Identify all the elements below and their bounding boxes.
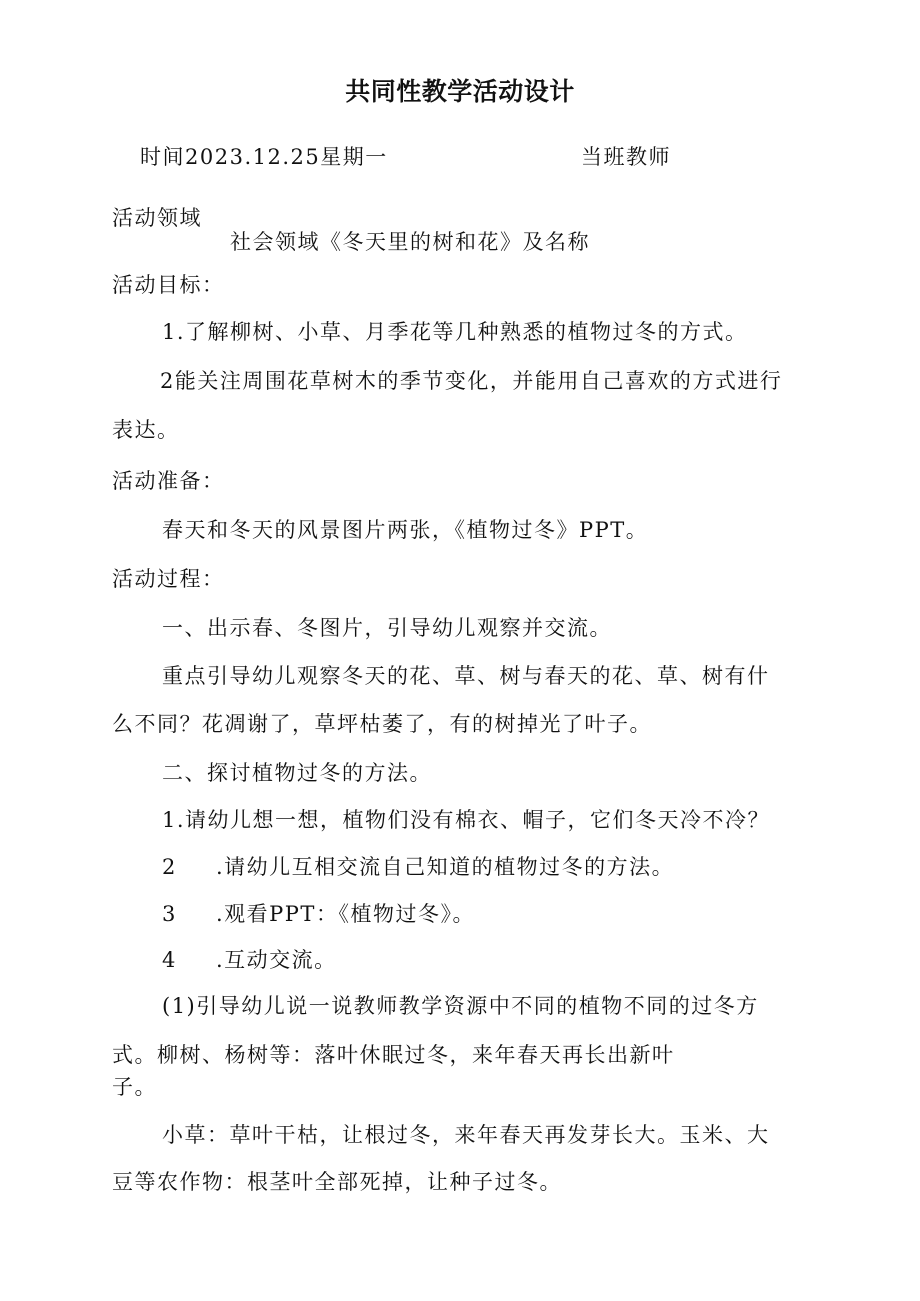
sub-item-2-text: .请幼儿互相交流自己知道的植物过冬的方法。: [216, 855, 675, 879]
goal-2-line-2: 表达。: [112, 418, 180, 442]
grass-line-1: 小草：草叶干枯，让根过冬，来年春天再发芽长大。玉米、大: [162, 1123, 770, 1147]
point-1-line-2: 式。柳树、杨树等：落叶休眠过冬，来年春天再长出新叶: [112, 1043, 675, 1067]
goal-2-line-1: 2能关注周围花草树木的季节变化，并能用自己喜欢的方式进行: [160, 369, 783, 393]
grass-line-2: 豆等农作物：根茎叶全部死掉，让种子过冬。: [112, 1170, 562, 1194]
step-1: 一、出示春、冬图片，引导幼儿观察并交流。: [162, 616, 612, 640]
prep-text: 春天和冬天的风景图片两张，《植物过冬》PPT。: [162, 518, 649, 542]
sub-item-3-number: 3: [162, 902, 177, 926]
time-line: 时间2023.12.25星期一: [140, 145, 388, 169]
goals-label: 活动目标：: [112, 273, 225, 297]
process-label: 活动过程：: [112, 567, 225, 591]
point-1-line-3: 子。: [112, 1075, 157, 1099]
domain-label: 活动领域: [112, 206, 202, 230]
point-1-line-1: (1)引导幼儿说一说教师教学资源中不同的植物不同的过冬方: [162, 994, 759, 1018]
sub-item-2-number: 2: [162, 855, 177, 879]
document-title: 共同性教学活动设计: [345, 77, 575, 106]
sub-item-4-number: 4: [162, 948, 177, 972]
step-1-detail-line-2: 么不同？花凋谢了，草坪枯萎了，有的树掉光了叶子。: [112, 712, 652, 736]
teacher-label: 当班教师: [581, 145, 671, 169]
sub-item-1: 1.请幼儿想一想，植物们没有棉衣、帽子，它们冬天冷不冷？: [162, 808, 771, 832]
sub-item-4-text: .互动交流。: [216, 948, 337, 972]
step-2: 二、探讨植物过冬的方法。: [162, 761, 432, 785]
domain-value: 社会领域《冬天里的树和花》及名称: [230, 230, 590, 254]
goal-1: 1.了解柳树、小草、月季花等几种熟悉的植物过冬的方式。: [162, 320, 748, 344]
sub-item-3-text: .观看PPT：《植物过冬》。: [216, 902, 475, 926]
prep-label: 活动准备：: [112, 469, 225, 493]
step-1-detail-line-1: 重点引导幼儿观察冬天的花、草、树与春天的花、草、树有什: [162, 664, 770, 688]
